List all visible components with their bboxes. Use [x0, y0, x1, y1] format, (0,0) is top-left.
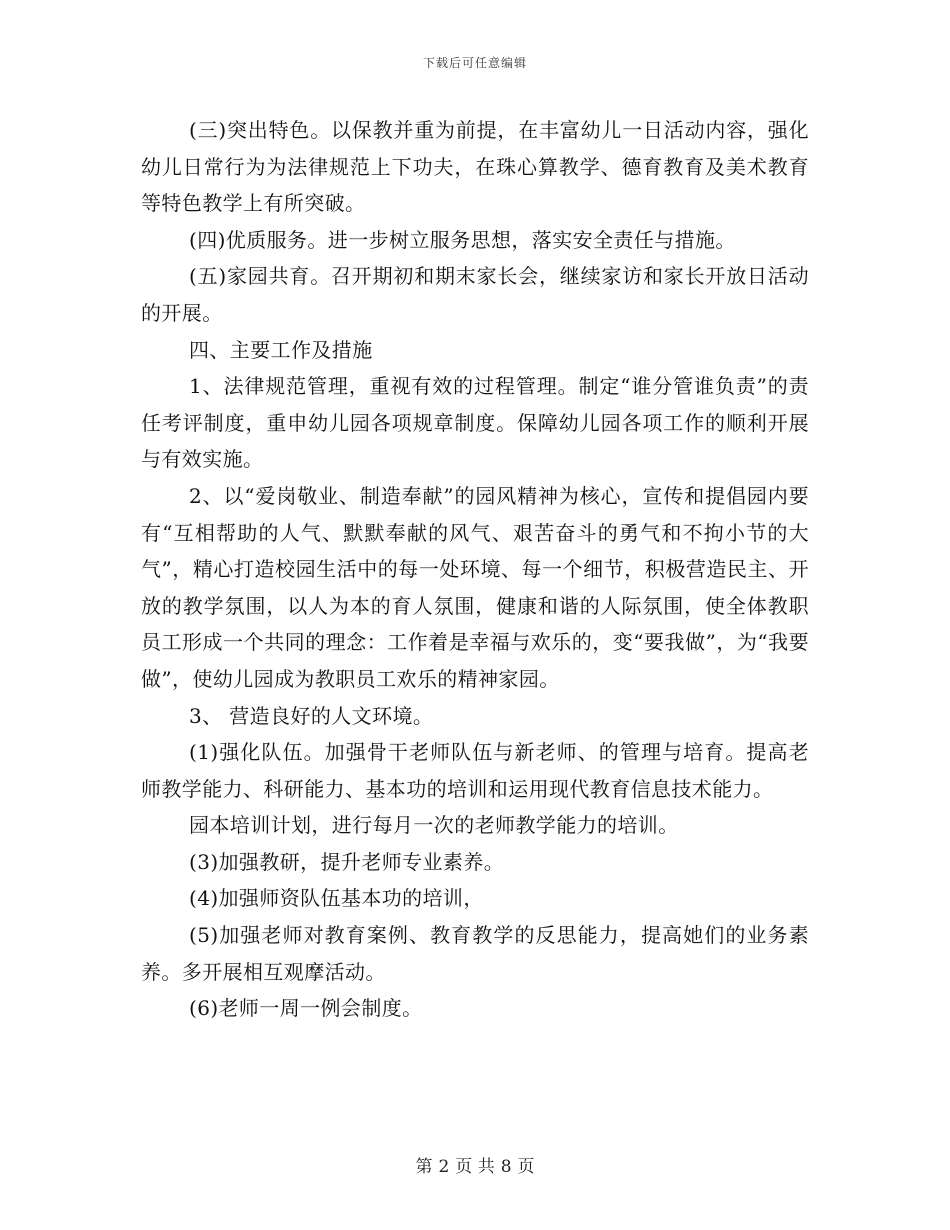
paragraph-subitem-3: (3)加强教研，提升老师专业素养。 — [189, 849, 505, 874]
paragraph-subitem-5: (5)加强老师对教育案例、教育教学的反思能力，提高她们的业务素养。多开展相互观摩活动。 — [141, 923, 809, 984]
paragraph-home-school: (五)家园共育。召开期初和期末家长会，继续家访和家长开放日活动的开展。 — [141, 264, 809, 325]
paragraph-subitem-1: (1)强化队伍。加强骨干老师队伍与新老师、的管理与培育。提高老师教学能力、科研能力、基本功的培训和运用现代教育信息技术能力。 — [141, 740, 809, 801]
paragraph-item-2: 2、以“爱岗敬业、制造奉献”的园风精神为核心，宣传和提倡园内要有“互相帮助的人气、默默奉献的风气、艰苦奋斗的勇气和不拘小节的大气”，精心打造校园生活中的每一处环境、每一个细节，积极营造民主、开放的教学氛围，以人为本的育人氛围，健康和谐的人际氛围，使全体教职员工形成一个共同的理念：工作着是幸福与欢乐的，变“要我做”，为“我要做”，使幼儿园成为教职员工欢乐的精神家园。 — [141, 483, 809, 691]
paragraph-item-3: 3、 营造良好的人文环境。 — [189, 703, 434, 728]
document-body — [141, 112, 809, 1027]
footer-middle: 页 共 — [455, 1157, 495, 1177]
footer-total-pages: 8 — [500, 1157, 512, 1177]
page-footer — [0, 1152, 950, 1177]
paragraph-special-features: (三)突出特色。以保教并重为前提，在丰富幼儿一日活动内容，强化幼儿日常行为为法律规范上下功夫，在珠心算教学、德育教育及美术教育等特色教学上有所突破。 — [141, 118, 809, 216]
page-header: 下载后可任意编辑 — [422, 56, 527, 70]
paragraph-item-1: 1、法律规范管理，重视有效的过程管理。制定“谁分管谁负责”的责任考评制度，重申幼儿园各项规章制度。保障幼儿园各项工作的顺利开展与有效实施。 — [141, 374, 809, 472]
footer-prefix: 第 — [415, 1157, 433, 1177]
footer-page-number: 2 — [438, 1157, 450, 1177]
paragraph-quality-service: (四)优质服务。进一步树立服务思想，落实安全责任与措施。 — [189, 227, 736, 252]
section-heading-main-work: 四、主要工作及措施 — [189, 337, 373, 362]
paragraph-subitem-6: (6)老师一周一例会制度。 — [189, 996, 423, 1021]
paragraph-subitem-4: (4)加强师资队伍基本功的培训， — [189, 886, 484, 911]
footer-suffix: 页 — [517, 1157, 535, 1177]
paragraph-training-plan: 园本培训计划，进行每月一次的老师教学能力的培训。 — [189, 813, 679, 838]
